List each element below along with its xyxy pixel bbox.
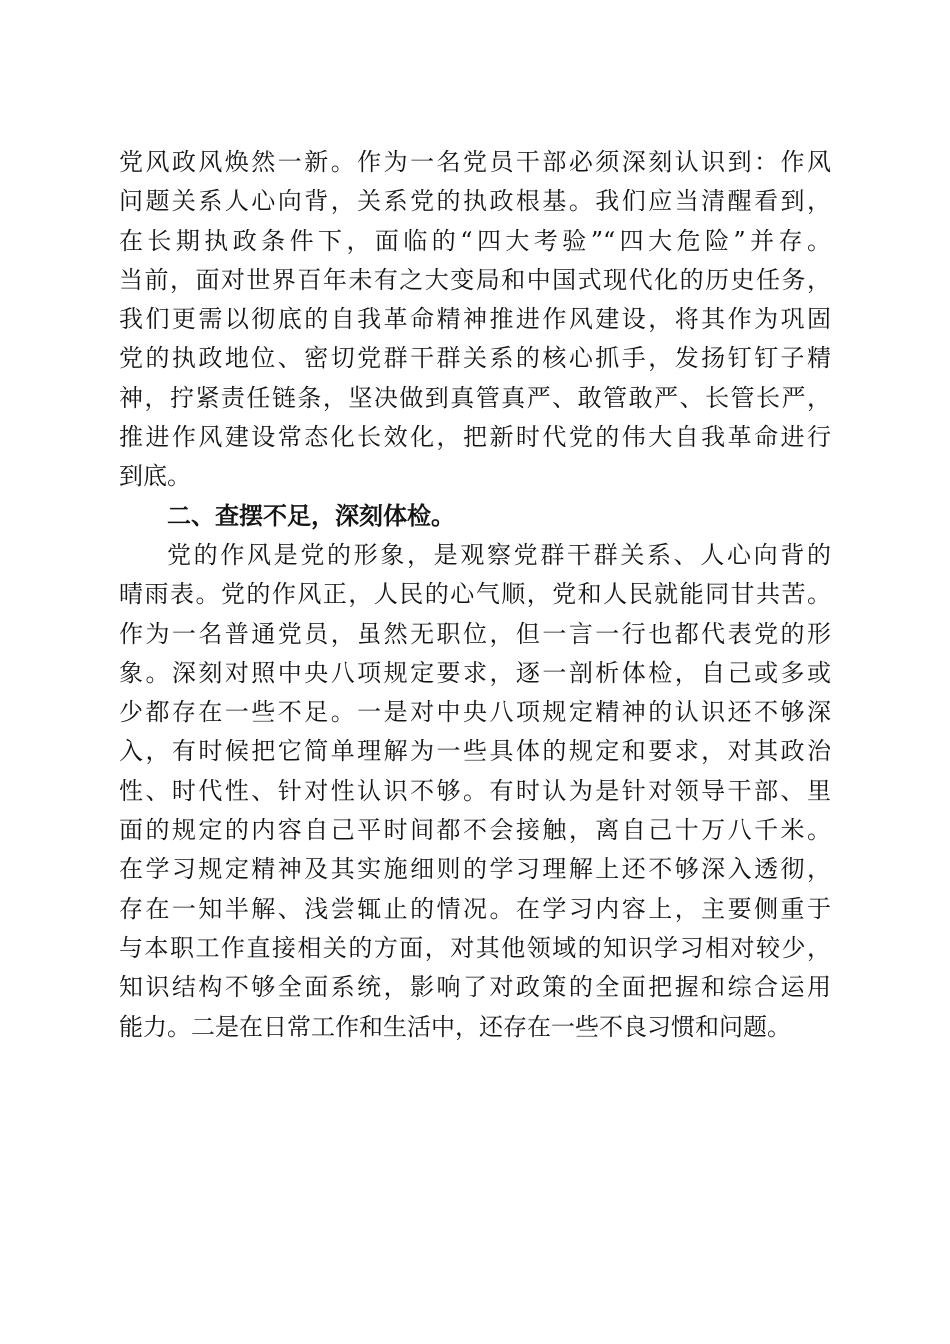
paragraph-1-line: 问题关系人心向背，关系党的执政根基。我们应当清醒看到，	[119, 187, 831, 216]
paragraph-2-line: 晴雨表。党的作风正，人民的心气顺，党和人民就能同甘共苦。	[119, 580, 831, 609]
paragraph-1-line: 推进作风建设常态化长效化，把新时代党的伟大自我革命进行	[119, 423, 831, 452]
paragraph-1-line: 党的执政地位、密切党群干群关系的核心抓手，发扬钉钉子精	[119, 344, 831, 373]
section-heading: 二、查摆不足，深刻体检。	[167, 501, 455, 530]
paragraph-1-line: 我们更需以彻底的自我革命精神推进作风建设，将其作为巩固	[119, 305, 831, 334]
paragraph-2-line: 性、时代性、针对性认识不够。有时认为是针对领导干部、里	[119, 776, 831, 805]
paragraph-1-line: 党风政风焕然一新。作为一名党员干部必须深刻认识到：作风	[119, 148, 831, 176]
paragraph-1-line: 到底。	[119, 462, 191, 491]
paragraph-2-line: 入，有时候把它简单理解为一些具体的规定和要求，对其政治	[119, 737, 831, 766]
document-body	[119, 143, 831, 1047]
paragraph-2-line: 知识结构不够全面系统，影响了对政策的全面把握和综合运用	[119, 973, 831, 1002]
paragraph-2-line: 象。深刻对照中央八项规定要求，逐一剖析体检，自己或多或	[119, 658, 831, 687]
paragraph-2-line: 少都存在一些不足。一是对中央八项规定精神的认识还不够深	[119, 698, 831, 727]
paragraph-2-line: 与本职工作直接相关的方面，对其他领域的知识学习相对较少，	[119, 933, 831, 962]
paragraph-2-line: 面的规定的内容自己平时间都不会接触，离自己十万八千米。	[119, 816, 831, 845]
paragraph-2-line: 存在一知半解、浅尝辄止的情况。在学习内容上，主要侧重于	[119, 894, 831, 923]
paragraph-2-line: 党的作风是党的形象，是观察党群干群关系、人心向背的	[167, 540, 831, 569]
paragraph-2-line: 能力。二是在日常工作和生活中，还存在一些不良习惯和问题。	[119, 1012, 791, 1041]
paragraph-2-line: 作为一名普通党员，虽然无职位，但一言一行也都代表党的形	[119, 619, 831, 648]
paragraph-1-line: 当前，面对世界百年未有之大变局和中国式现代化的历史任务，	[119, 265, 831, 294]
paragraph-2-line: 在学习规定精神及其实施细则的学习理解上还不够深入透彻，	[119, 855, 831, 884]
paragraph-1-line: 在长期执政条件下，面临的“四大考验”“四大危险”并存。	[119, 226, 831, 255]
paragraph-1-line: 神，拧紧责任链条，坚决做到真管真严、敢管敢严、长管长严，	[119, 383, 831, 412]
